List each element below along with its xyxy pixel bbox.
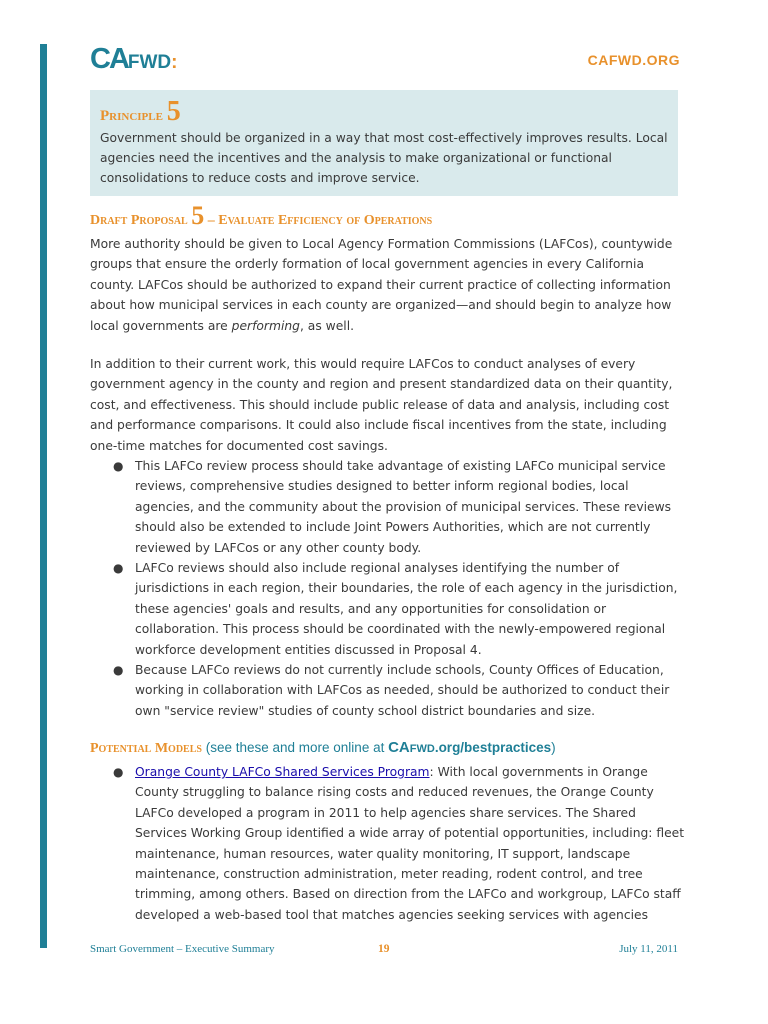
model-description: : With local governments in Orange County struggling to balance rising costs and reduced revenues, the Orange County LAFCo developed a program in 2011 to help agencies share services. The Shared Services Working Group identified a wide array of potential opportunities, including: fleet maintenance, human resources, water quality monitoring, IT support, landscape maintenance, construction administration, meter reading, rodent control, and tree trimming, among others. Based on direction from the LAFCo and workgroup, LAFCo staff developed a web-based tool that matches agencies seeking services with agencies (135, 765, 685, 922)
bullet-text: Because LAFCo reviews do not currently include schools, County Offices of Education, working in collaboration with LAFCos as needed, should be authorized to conduct their own "service review" studies of county school district boundaries and size. (135, 663, 670, 718)
paragraph-1-text: More authority should be given to Local Agency Formation Commissions (LAFCos), countywide groups that ensure the orderly formation of local government agencies in every California county. LAFCos should be authorized to expand their current practice of collecting information about how municipal services in each county are organized—and should begin to analyze how local governments are (90, 237, 673, 333)
footer-title: Smart Government – Executive Summary (90, 943, 275, 955)
logo-fwd: FWD (127, 52, 172, 73)
paragraph-1-end: , as well. (299, 318, 355, 333)
principle-title (100, 98, 670, 128)
bullet-icon: ● (113, 765, 124, 779)
site-url: CAFWD.ORG (587, 52, 680, 68)
proposal-heading (90, 202, 432, 235)
note-open: (see these and more online at (201, 740, 389, 755)
potential-models-title: Potential Models (90, 741, 202, 756)
orange-county-lafco-link[interactable]: Orange County LAFCo Shared Services Program (135, 765, 430, 779)
note-close: ) (551, 740, 556, 755)
paragraph-2: In addition to their current work, this would require LAFCos to conduct analyses of every government agency in the county and region and present standardized data on their quantity, cost, and effectiveness. This should include public release of data and analysis, including cost and performance comparisons. It could also include fiscal incentives from the state, including one-time matches for documented cost savings. (90, 357, 673, 453)
note-fwd: FWD (409, 743, 435, 755)
note-path: .org/bestpractices (434, 740, 552, 755)
bullet-icon: ● (113, 459, 124, 473)
bullet-icon: ● (113, 663, 124, 678)
principle-text: Government should be organized in a way that most cost-effectively improves results. Local agencies need the incentives and the analysis to make organizational or functional consolidations to reduce costs and improve service. (100, 131, 668, 185)
left-accent-bar (40, 44, 47, 948)
proposal-bullet-list (90, 456, 690, 721)
potential-models-note (202, 740, 556, 755)
logo-colon: : (171, 52, 178, 73)
bullet-icon: ● (113, 561, 124, 576)
bullet-text: This LAFCo review process should take advantage of existing LAFCo municipal service reviews, comprehensive studies designed to better inform regional bodies, local agencies, and the community about the provision of municipal services. These reviews should also be extended to include Joint Powers Authorities, which are not currently reviewed by LAFCos or any other county body. (135, 459, 672, 555)
paragraph-1 (90, 234, 690, 336)
list-item (90, 558, 690, 660)
potential-models-heading (90, 738, 556, 759)
list-item (90, 762, 690, 925)
paragraph-1-emphasis: performing (231, 318, 300, 333)
principle-number: 5 (166, 96, 181, 127)
proposal-label: Draft Proposal (90, 213, 188, 228)
bullet-text: LAFCo reviews should also include regional analyses identifying the number of jurisdictions in each region, their boundaries, the role of each agency in the jurisdiction, these agencies' goals and results, and any opportunities for consolidation or collaboration. This process should be coordinated with the newly-empowered regional workforce development entities discussed in Proposal 4. (135, 561, 678, 657)
list-item (90, 660, 690, 721)
principle-label: Principle (100, 108, 163, 124)
list-item (90, 456, 690, 558)
footer-date: July 11, 2011 (619, 943, 678, 955)
page-number: 19 (378, 943, 390, 955)
models-list (90, 762, 690, 925)
logo-ca: CA (90, 43, 128, 75)
proposal-number: 5 (191, 201, 205, 230)
cafwd-logo (90, 43, 177, 73)
proposal-title: – Evaluate Efficiency of Operations (207, 213, 433, 228)
note-ca: CA (388, 739, 410, 756)
principle-box (90, 90, 678, 196)
